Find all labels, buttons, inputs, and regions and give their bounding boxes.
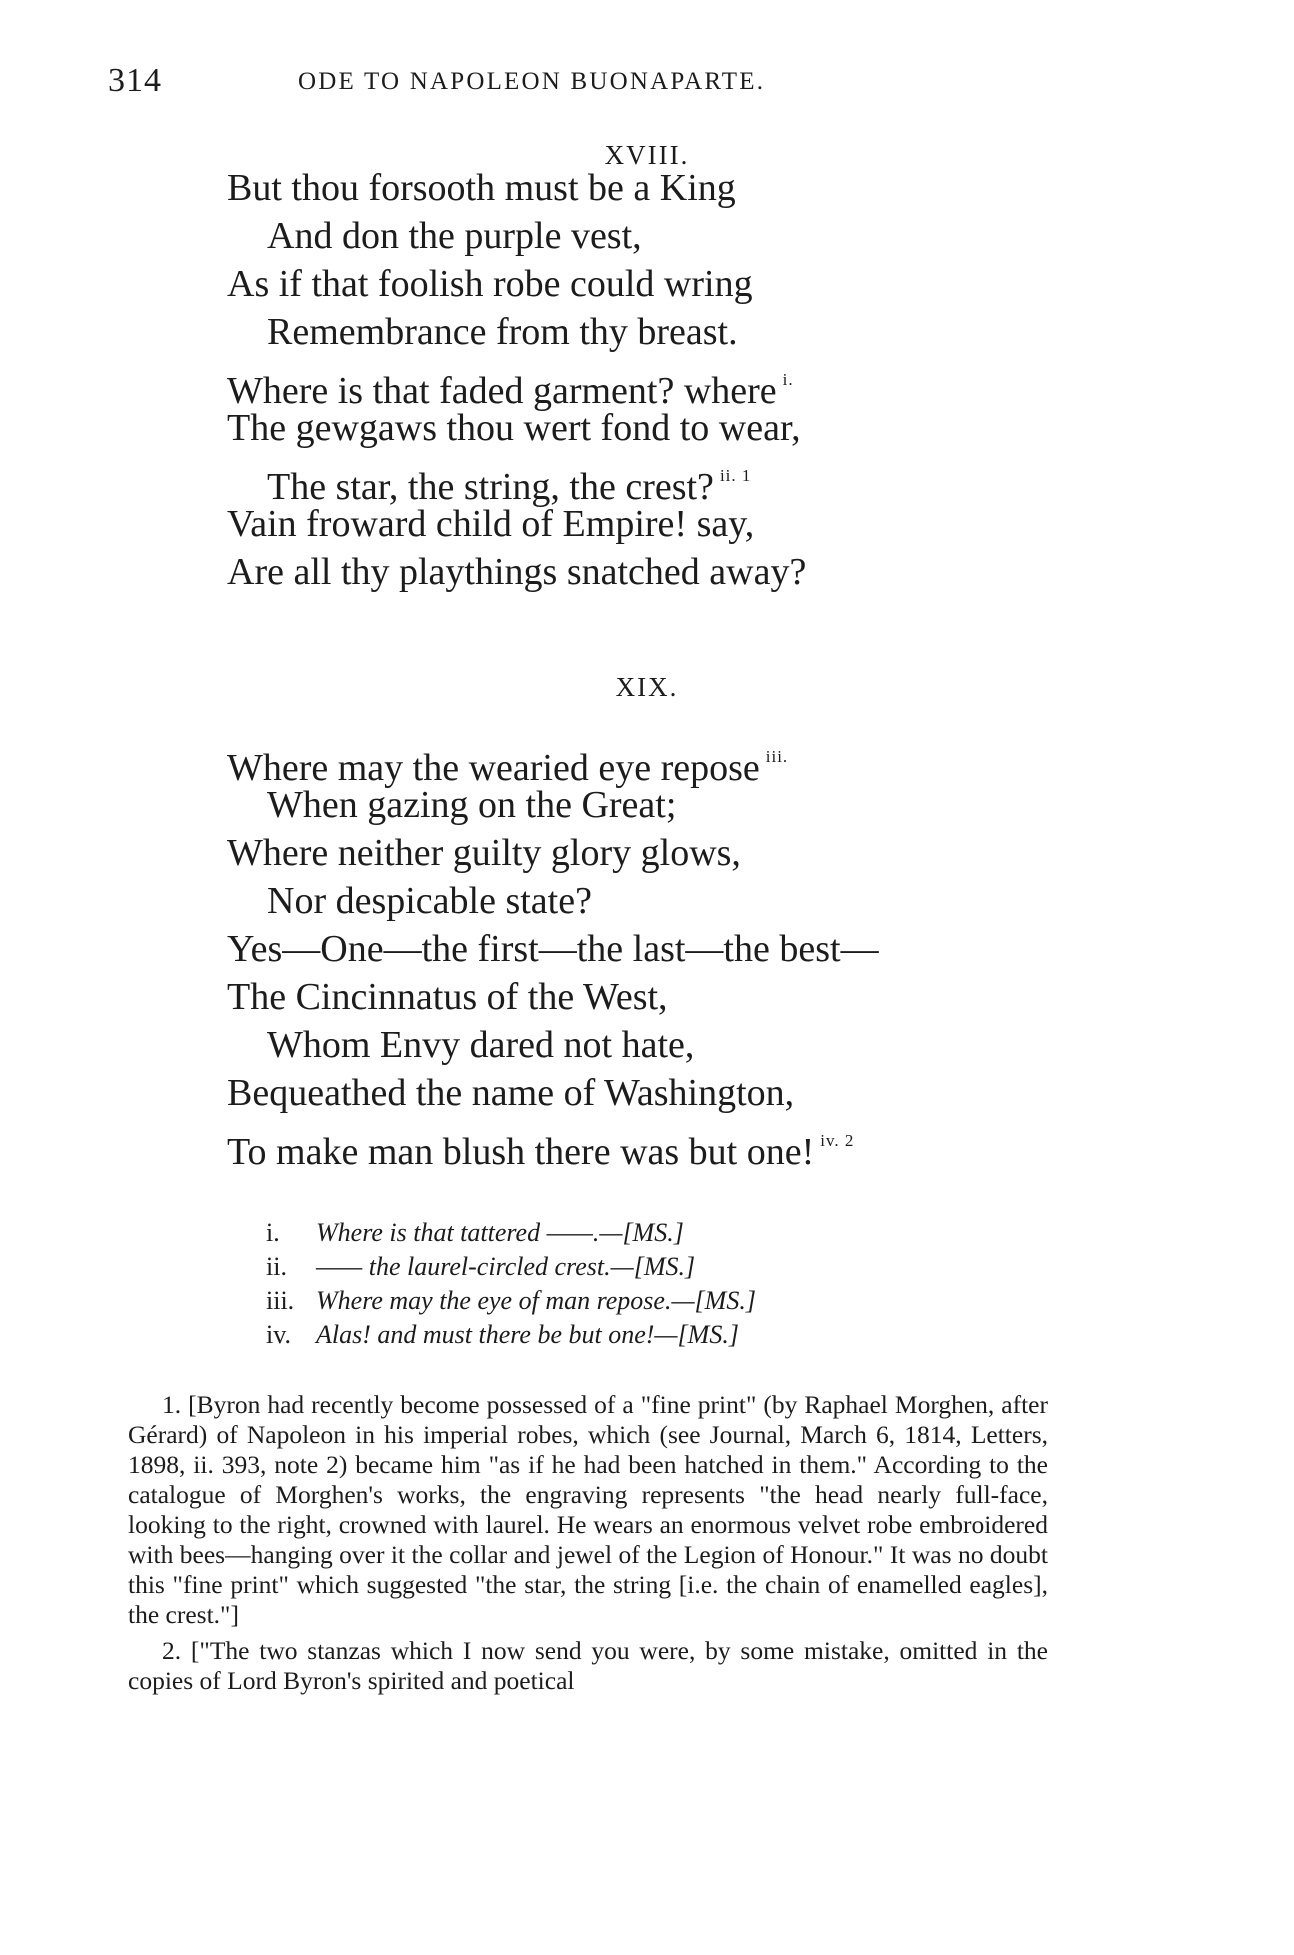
stanza-number-xviii: XVIII. (604, 140, 690, 170)
poem-line: The star, the string, the crest? $^{ii. 1}$ (267, 466, 752, 508)
poem-line: Vain froward child of Empire! say, (227, 503, 755, 545)
footnote: 2. ["The two stanzas which I now send you were, by some mistake, omitted in the copies of Lord Byron's spirited and poetical (128, 1636, 1048, 1695)
poem-line: And don the purple vest, (267, 215, 642, 257)
poem-line: To make man blush there was but one! $^{iv. 2}$ (227, 1131, 855, 1173)
poem-line: The Cincinnatus of the West, (227, 976, 668, 1018)
variant-note: iii. Where may the eye of man repose.—[MS.] (266, 1286, 756, 1315)
poem-line: Where neither guilty glory glows, (227, 832, 741, 874)
stanza-number-xix: XIX. (615, 672, 679, 702)
page-header (108, 62, 1168, 102)
poem-line: Whom Envy dared not hate, (267, 1024, 695, 1066)
variant-ref: ii. 1 (719, 466, 752, 485)
footnote: 1. [Byron had recently become possessed of a "fine print" (by Raphael Morghen, after Gérard) of Napoleon in his imperial robes, which (see Journal, March 6, 1814, Letters, 1898, ii. 393, note 2) became him "as if he had been hatched in them." According to the catalogue of Morghen's works, the engraving represents "the head nearly full-face, looking to the right, crowned with laurel. He wears an enormous velvet robe embroidered with bees—hanging over it the collar and jewel of the Legion of Honour." It was no doubt this "fine print" which suggested "the star, the string [i.e. the chain of enamelled eagles], the crest."] (128, 1390, 1048, 1629)
variant-ref: iii. (765, 747, 789, 766)
variant-note: ii. —— the laurel-circled crest.—[MS.] (266, 1252, 696, 1281)
poem-line: Remembrance from thy breast. (267, 311, 738, 353)
poem-line: As if that foolish robe could wring (227, 263, 753, 305)
poem-line: Where may the wearied eye repose $^{iii.}$ (227, 747, 789, 789)
poem-line: Nor despicable state? (267, 880, 592, 922)
running-title: ODE TO NAPOLEON BUONAPARTE. (298, 68, 766, 95)
poem-line: Yes—One—the first—the last—the best— (227, 928, 879, 970)
poem-line: Are all thy playthings snatched away? (227, 551, 807, 593)
variant-ref: i. (782, 370, 794, 389)
poem-line: The gewgaws thou wert fond to wear, (227, 407, 801, 449)
poem-line: But thou forsooth must be a King (227, 167, 736, 209)
variant-ref: iv. 2 (820, 1131, 855, 1150)
footnotes (128, 1390, 1048, 1696)
variant-note: i. Where is that tattered ——.—[MS.] (266, 1218, 684, 1247)
page-number: 314 (108, 62, 162, 99)
variant-note: iv. Alas! and must there be but one!—[MS.] (266, 1320, 739, 1349)
poem-line: When gazing on the Great; (267, 784, 677, 826)
poem-line: Bequeathed the name of Washington, (227, 1072, 795, 1114)
poem-line: Where is that faded garment? where $^{i.}$ (227, 370, 794, 412)
